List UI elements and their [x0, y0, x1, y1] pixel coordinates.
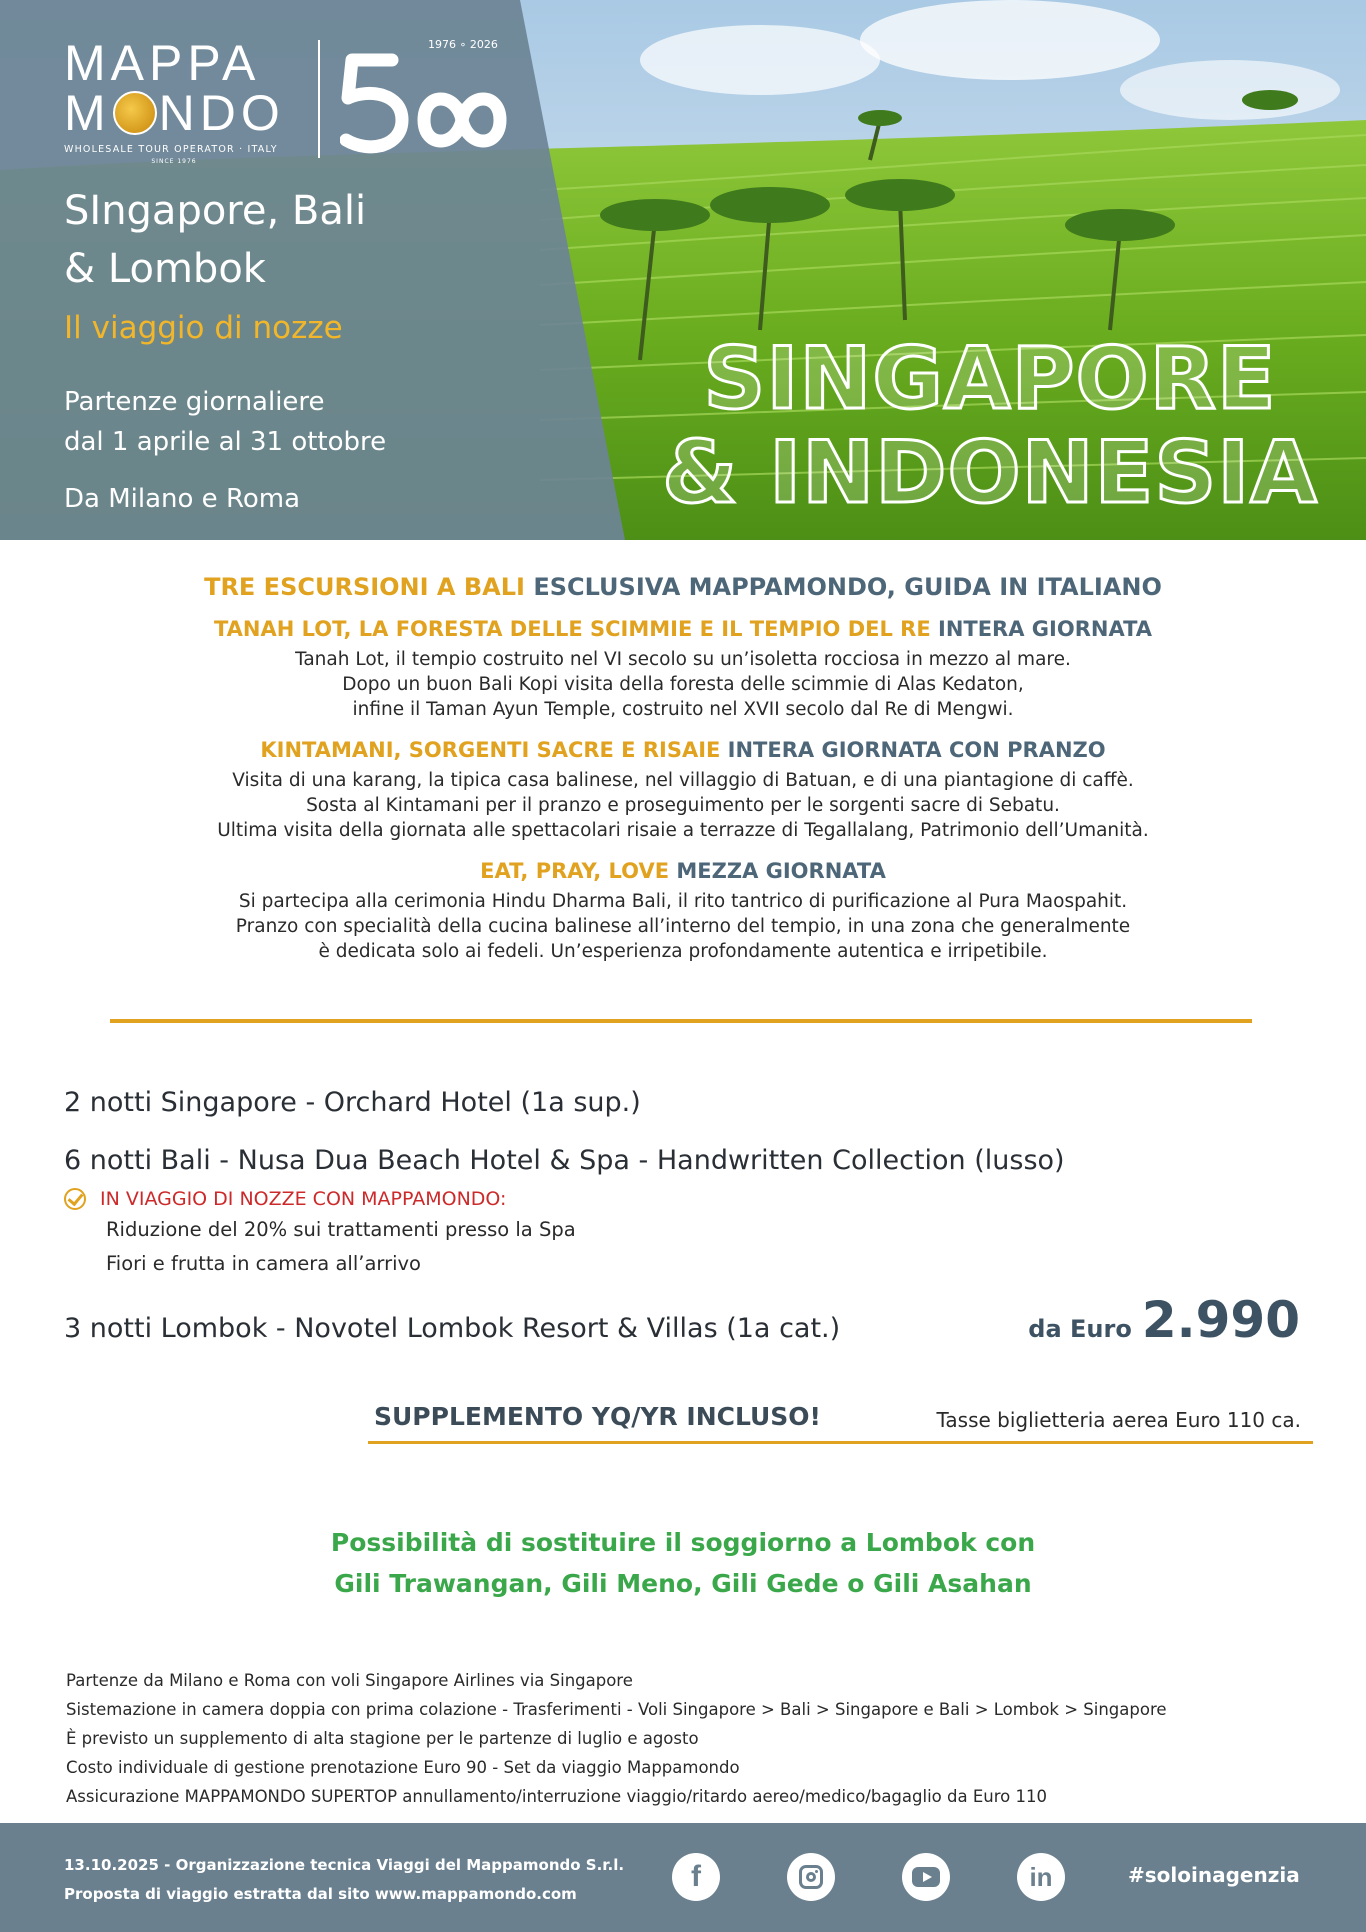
supplement-tax-note: Tasse biglietteria aerea Euro 110 ca.	[936, 1408, 1301, 1432]
excursion-description-line: infine il Taman Ayun Temple, costruito nel XVII secolo dal Re di Mengwi.	[352, 699, 1014, 720]
hero-banner	[0, 0, 1366, 540]
logo-tagline: WHOLESALE TOUR OPERATOR · ITALY	[64, 144, 278, 155]
honeymoon-benefit-item: Fiori e frutta in camera all’arrivo	[106, 1252, 421, 1275]
excursion-description-line: Ultima visita della giornata alle spettacolari risaie a terrazze di Tegallalang, Patrimonio dell’Umanità.	[217, 820, 1149, 841]
excursions-section	[0, 565, 1366, 974]
hotel-bali: 6 notti Bali - Nusa Dua Beach Hotel & Spa - Handwritten Collection (lusso)	[64, 1145, 1065, 1176]
supplement-banner	[368, 1402, 1313, 1444]
excursion-description-line: Dopo un buon Bali Kopi visita della foresta delle scimmie di Alas Kedaton,	[342, 674, 1024, 695]
destination-big-title	[650, 329, 1330, 523]
note-item: Partenze da Milano e Roma con voli Singapore Airlines via Singapore	[66, 1671, 633, 1690]
facebook-icon[interactable]	[672, 1853, 720, 1901]
facebook-glyph: f	[691, 1860, 701, 1893]
price-value: 2.990	[1141, 1291, 1300, 1349]
note-item: È previsto un supplemento di alta stagione per le partenze di luglio e agosto	[66, 1729, 699, 1748]
linkedin-icon[interactable]	[1017, 1853, 1065, 1901]
section-divider	[110, 1019, 1252, 1023]
fifty-years-icon	[340, 36, 510, 166]
gili-alternative	[0, 1522, 1366, 1604]
youtube-icon[interactable]	[902, 1853, 950, 1901]
mappamondo-logo	[64, 35, 294, 165]
check-badge-icon	[64, 1188, 86, 1210]
excursion-title-slate: INTERA GIORNATA CON PRANZO	[727, 738, 1106, 762]
note-item: Costo individuale di gestione prenotazione Euro 90 - Set da viaggio Mappamondo	[66, 1758, 740, 1777]
hero-title-line1: SIngapore, Bali	[64, 188, 367, 234]
linkedin-glyph: in	[1029, 1861, 1053, 1892]
footer-line1: 13.10.2025 - Organizzazione tecnica Viaggi del Mappamondo S.r.l.	[64, 1856, 625, 1874]
excursion-description-line: Pranzo con specialità della cucina balinese all’interno del tempio, in una zona che generalmente	[235, 916, 1131, 937]
big-title-line2: & INDONESIA	[662, 423, 1318, 523]
excursions-heading	[0, 565, 1366, 609]
excursion-title	[0, 611, 1366, 647]
logo-divider	[318, 40, 320, 158]
honeymoon-benefits	[64, 1185, 1314, 1213]
logo-word-mappa: MAPPA	[64, 35, 261, 91]
price-prefix: da Euro	[1028, 1315, 1132, 1343]
excursion-item	[0, 611, 1366, 722]
note-item: Sistemazione in camera doppia con prima colazione - Trasferimenti - Voli Singapore > Bali > Singapore e Bali > Lombok > Singapore	[66, 1700, 1167, 1719]
hero-departure-cities: Da Milano e Roma	[64, 484, 301, 514]
hotel-singapore: 2 notti Singapore - Orchard Hotel (1a sup.)	[64, 1087, 641, 1118]
logo-since: SINCE 1976	[151, 158, 197, 165]
hashtag: #soloinagenzia	[1128, 1863, 1300, 1887]
gili-line2: Gili Trawangan, Gili Meno, Gili Gede o Gili Asahan	[334, 1569, 1032, 1598]
excursion-title	[0, 853, 1366, 889]
hero-title-line2: & Lombok	[64, 246, 266, 292]
hotels-section	[64, 1083, 1314, 1349]
excursion-description-line: Sosta al Kintamani per il pranzo e proseguimento per le sorgenti sacre di Sebatu.	[306, 795, 1060, 816]
excursion-title	[0, 732, 1366, 768]
youtube-glyph	[912, 1867, 940, 1887]
hotel-lombok: 3 notti Lombok - Novotel Lombok Resort & Villas (1a cat.)	[64, 1313, 841, 1344]
anniversary-badge	[340, 36, 510, 166]
logo-word-mondo	[64, 85, 294, 141]
excursion-title-gold: KINTAMANI, SORGENTI SACRE E RISAIE	[260, 738, 721, 762]
big-title-line1: SINGAPORE	[703, 329, 1277, 429]
anniversary-number: 50	[340, 36, 342, 37]
excursions-heading-slate: ESCLUSIVA MAPPAMONDO, GUIDA IN ITALIANO	[533, 573, 1162, 601]
excursions-heading-gold: TRE ESCURSIONI A BALI	[204, 573, 525, 601]
hero-subtitle: Il viaggio di nozze	[64, 310, 343, 346]
hero-dates	[64, 382, 386, 462]
excursion-item	[0, 732, 1366, 843]
excursion-description-line: è dedicata solo ai fedeli. Un’esperienza profondamente autentica e irripetibile.	[318, 941, 1048, 962]
gili-line1: Possibilità di sostituire il soggiorno a Lombok con	[330, 1528, 1036, 1557]
footer	[0, 1823, 1366, 1932]
footer-line2[interactable]: Proposta di viaggio estratta dal sito www.mappamondo.com	[64, 1885, 577, 1903]
excursion-title-gold: EAT, PRAY, LOVE	[480, 859, 670, 883]
hotel-lombok-row	[64, 1291, 1314, 1349]
logo-letter: M	[64, 85, 111, 141]
honeymoon-title: IN VIAGGIO DI NOZZE CON MAPPAMONDO:	[100, 1188, 507, 1210]
note-item: Assicurazione MAPPAMONDO SUPERTOP annullamento/interruzione viaggio/ritardo aereo/medico/bagaglio da Euro 110	[66, 1787, 1047, 1806]
footer-credits	[64, 1851, 624, 1909]
globe-icon	[113, 91, 157, 135]
hero-dates-line2: dal 1 aprile al 31 ottobre	[64, 427, 387, 457]
honeymoon-benefit-item: Riduzione del 20% sui trattamenti presso la Spa	[106, 1218, 576, 1241]
excursion-description-line: Si partecipa alla cerimonia Hindu Dharma Bali, il rito tantrico di purificazione al Pura Maospahit.	[238, 891, 1128, 912]
excursion-title-slate: MEZZA GIORNATA	[676, 859, 886, 883]
price-tag	[1028, 1291, 1300, 1349]
logo-letters: NDO	[158, 85, 285, 141]
excursion-title-gold: TANAH LOT, LA FORESTA DELLE SCIMMIE E IL TEMPIO DEL RE	[213, 617, 931, 641]
excursion-item	[0, 853, 1366, 964]
hero-title	[64, 182, 366, 298]
supplement-title: SUPPLEMENTO YQ/YR INCLUSO!	[374, 1402, 821, 1431]
instagram-glyph	[799, 1865, 823, 1889]
instagram-icon[interactable]	[787, 1853, 835, 1901]
trip-notes	[66, 1666, 1316, 1811]
hero-dates-line1: Partenze giornaliere	[64, 387, 325, 417]
excursion-description-line: Tanah Lot, il tempio costruito nel VI secolo su un’isoletta rocciosa in mezzo al mare.	[295, 649, 1071, 670]
excursion-title-slate: INTERA GIORNATA	[938, 617, 1153, 641]
excursion-description-line: Visita di una karang, la tipica casa balinese, nel villaggio di Batuan, e di una piantagione di caffè.	[232, 770, 1134, 791]
anniversary-years: 1976 ∘ 2026	[428, 38, 498, 51]
